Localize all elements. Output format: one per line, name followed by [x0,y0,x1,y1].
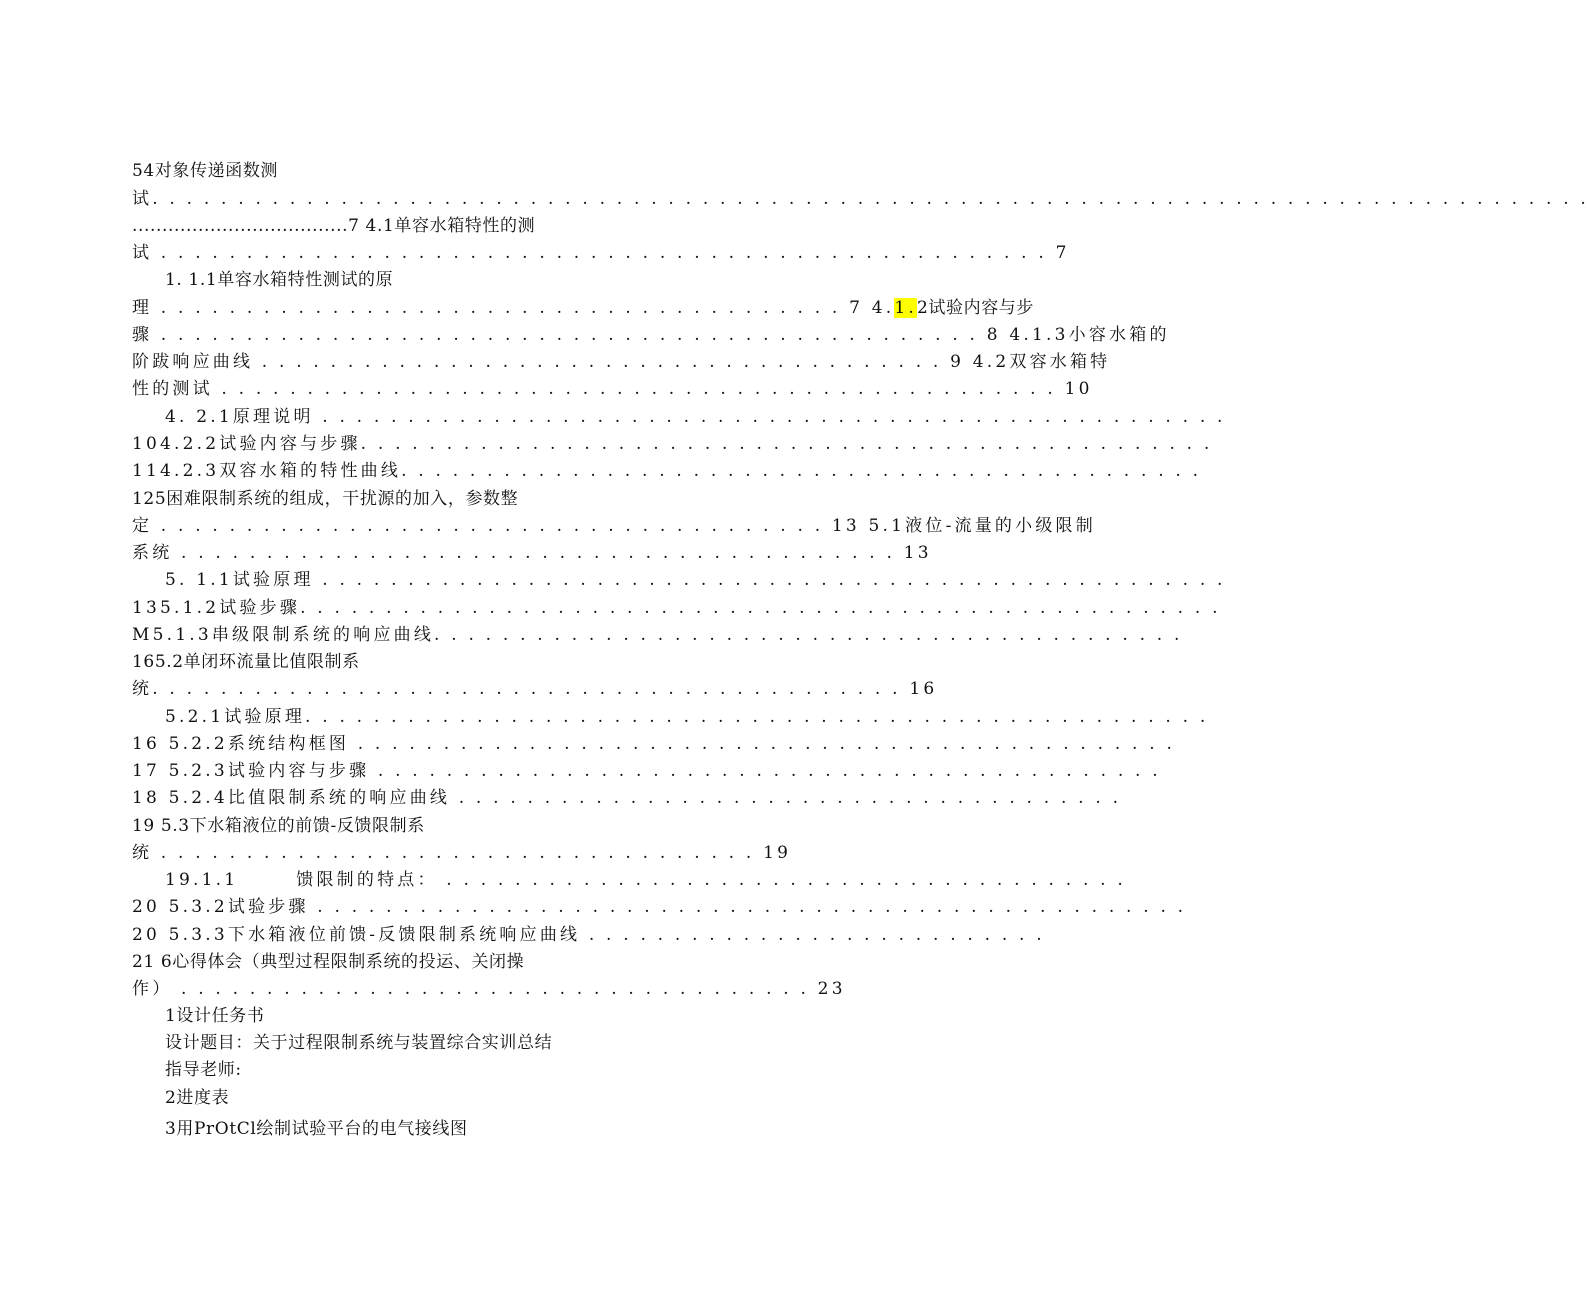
toc-line: 114.2.3双容水箱的特性曲线. . . . . . . . . . . . . . . . . . . . . . . . . . . . . . . . . . . . . . . . . . . . . . . [132,461,1202,481]
toc-line-text: 理 . . . . . . . . . . . . . . . . . . . . . . . . . . . . . . . . . . . . . . . . 7 4. [132,298,895,318]
toc-line: 54对象传递函数测 [132,161,279,181]
toc-line: 4. 2.1原理说明 . . . . . . . . . . . . . . . . . . . . . . . . . . . . . . . . . . . . . . . . . . . . . . . . . . . . . [165,407,1226,427]
design-title: 设计题目：关于过程限制系统与装置综合实训总结 [165,1033,553,1053]
toc-line-text: 2试验内容与步 [916,298,1034,318]
toc-line: 统 . . . . . . . . . . . . . . . . . . . . . . . . . . . . . . . . . . . 19 [132,843,792,863]
toc-line: 骤 . . . . . . . . . . . . . . . . . . . . . . . . . . . . . . . . . . . . . . . . . . . . . . . . 8 4.1.3小容水箱的 [132,325,1170,345]
toc-line [165,867,1126,893]
toc-line: 17 5.2.3试验内容与步骤 . . . . . . . . . . . . . . . . . . . . . . . . . . . . . . . . . . . . . . . . . . . . . . [132,761,1161,781]
section-heading: 2进度表 [165,1088,230,1108]
advisor-label: 指导老师: [165,1060,242,1080]
toc-line: 21 6心得体会（典型过程限制系统的投运、关闭操 [132,952,525,972]
toc-line: ....................................7 4.1单容水箱特性的测 [132,216,536,236]
toc-line: 阶跋响应曲线 . . . . . . . . . . . . . . . . . . . . . . . . . . . . . . . . . . . . . . . . 9 4.2双容水箱特 [132,352,1111,372]
toc-line: 试 . . . . . . . . . . . . . . . . . . . . . . . . . . . . . . . . . . . . . . . . . . . . . . . . . . . . 7 [132,243,1070,263]
toc-line: 19 5.3下水箱液位的前馈-反馈限制系 [132,816,425,836]
toc-line: 5.2.1试验原理. . . . . . . . . . . . . . . . . . . . . . . . . . . . . . . . . . . . . . . . . . . . . . . . . . . . . [165,707,1209,727]
toc-line: M5.1.3串级限制系统的响应曲线. . . . . . . . . . . . . . . . . . . . . . . . . . . . . . . . . . . . . . . . . . . . [132,625,1183,645]
toc-line: 18 5.2.4比值限制系统的响应曲线 . . . . . . . . . . . . . . . . . . . . . . . . . . . . . . . . . . . . . . . [132,788,1122,808]
toc-line: 165.2单闭环流量比值限制系 [132,652,360,672]
toc-line: 5. 1.1试验原理 . . . . . . . . . . . . . . . . . . . . . . . . . . . . . . . . . . . . . . . . . . . . . . . . . . . . . [165,570,1226,590]
toc-line: 20 5.3.3下水箱液位前馈-反馈限制系统响应曲线 . . . . . . . . . . . . . . . . . . . . . . . . . . . [132,925,1045,945]
toc-line: 104.2.2试验内容与步骤. . . . . . . . . . . . . . . . . . . . . . . . . . . . . . . . . . . . . . . . . . . . . . . . . . [132,434,1213,454]
toc-line: 系统 . . . . . . . . . . . . . . . . . . . . . . . . . . . . . . . . . . . . . . . . . . 13 [132,543,932,563]
section-heading: 3用PrOtCl绘制试验平台的电气接线图 [165,1119,468,1139]
toc-line-text: 馈限制的特点： . . . . . . . . . . . . . . . . . . . . . . . . . . . . . . . . . . . . . . . . [296,870,1126,890]
toc-line: 性的测试 . . . . . . . . . . . . . . . . . . . . . . . . . . . . . . . . . . . . . . . . . . . . . . . . . 10 [132,379,1093,399]
toc-line: 20 5.3.2试验步骤 . . . . . . . . . . . . . . . . . . . . . . . . . . . . . . . . . . . . . . . . . . . . . . . . . . . [132,897,1187,917]
toc-line: 125困难限制系统的组成，干扰源的加入，参数整 [132,489,519,509]
toc-line: 统. . . . . . . . . . . . . . . . . . . . . . . . . . . . . . . . . . . . . . . . . . . . 16 [132,679,938,699]
toc-line: 试. . . . . . . . . . . . . . . . . . . . . . . . . . . . . . . . . . . . . . . . . . . . . . . . . . . . . . . . . . . . . . . . . . . . . . . . . . . . . . . . . . . . [132,189,1589,209]
toc-line: 作） . . . . . . . . . . . . . . . . . . . . . . . . . . . . . . . . . . . . . 23 [132,979,846,999]
toc-line [132,295,1034,321]
toc-line-text: 19.1.1 [165,870,239,890]
section-heading: 1设计任务书 [165,1006,265,1026]
toc-line: 1. 1.1单容水箱特性测试的原 [165,270,394,290]
toc-line: 定 . . . . . . . . . . . . . . . . . . . . . . . . . . . . . . . . . . . . . . . 13 5.1液位-流量的小级限制 [132,516,1096,536]
toc-line: 16 5.2.2系统结构框图 . . . . . . . . . . . . . . . . . . . . . . . . . . . . . . . . . . . . . . . . . . . . . . . . [132,734,1176,754]
highlighted-text: 1. [894,298,917,318]
toc-line: 135.1.2试验步骤. . . . . . . . . . . . . . . . . . . . . . . . . . . . . . . . . . . . . . . . . . . . . . . . . . . . . . [132,598,1221,618]
